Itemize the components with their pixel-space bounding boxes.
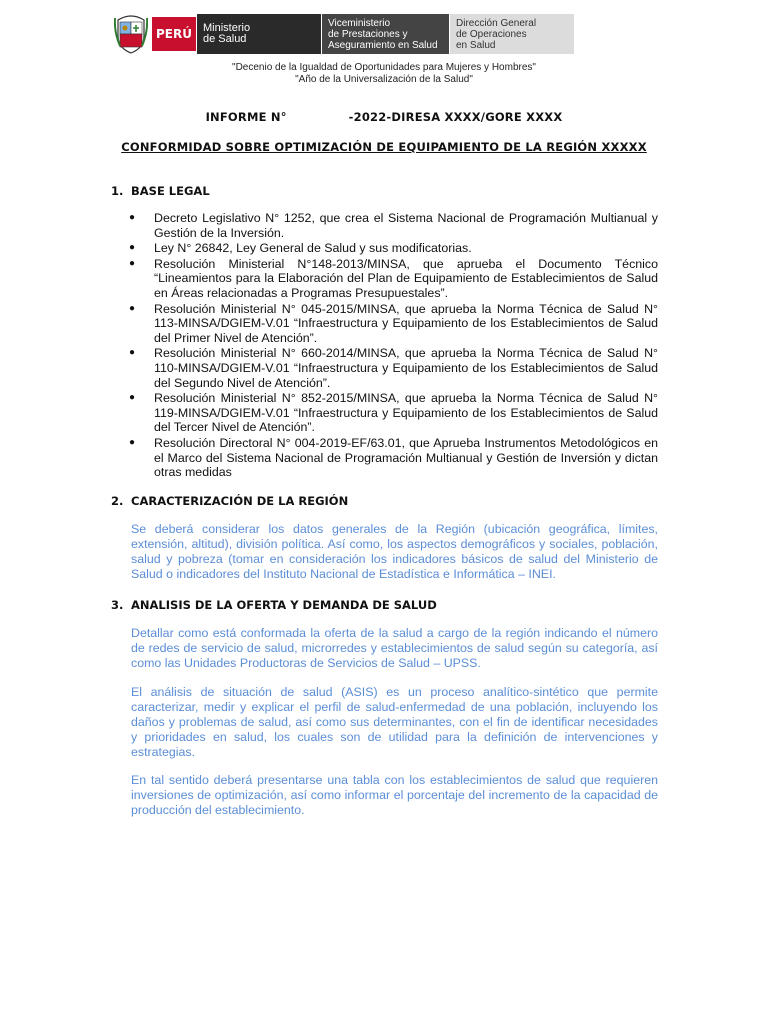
analisis-paragraph-1: Detallar como está conformada la oferta de la salud a cargo de la región indicando el número de redes de servicio de salud, microrredes y establecimientos de salud según su categoría, así como las Unidades Productoras de Servicios de Salud – UPSS.	[131, 626, 658, 670]
bullet-icon: ●	[129, 436, 136, 448]
bullet-icon: ●	[129, 257, 136, 269]
bullet-icon: ●	[129, 212, 136, 223]
decenio-line-1: "Decenio de la Igualdad de Oportunidades para Mujeres y Hombres"	[232, 62, 536, 73]
peru-logo: PERÚ	[152, 17, 196, 51]
section-heading-base-legal: 1. BASE LEGAL	[111, 184, 210, 198]
analisis-paragraph-2: El análisis de situación de salud (ASIS) es un proceso analítico-sintético que permite caracterizar, medir y explicar el perfil de salud-enfermedad de una población, incluyendo los daños y problemas de salud, así como sus determinantes, con el fin de identificar necesidades y prioridades en salud, los cuales son de utilidad para la definición de intervenciones y estrategias.	[131, 685, 658, 759]
informe-number: INFORME N° -2022-DIRESA XXXX/GORE XXXX	[205, 110, 563, 124]
list-item: ● Resolución Ministerial N° 660-2014/MINSA, que aprueba la Norma Técnica de Salud N° 110-MINSA/DGIEM-V.01 “Infraestructura y Equipamiento de los Establecimientos de Salud del Segundo Nivel de Atención”.	[129, 346, 658, 390]
list-item: ● Resolución Ministerial N° 045-2015/MINSA, que aprueba la Norma Técnica de Salud N° 113-MINSA/DGIEM-V.01 “Infraestructura y Equipamiento de los Establecimientos de Salud del Primer Nivel de Atención”.	[129, 301, 658, 345]
caracterizacion-paragraph: Se deberá considerar los datos generales de la Región (ubicación geográfica, límites, extensión, altitud), división política. Así como, los aspectos demográficos y sociales, población, salud y pobreza (tomar en consideración los indicadores básicos de salud del Ministerio de Salud o indicadores del Instituto Nacional de Estadística e Informática – INEI.	[131, 522, 658, 581]
analisis-paragraph-3: En tal sentido deberá presentarse una tabla con los establecimientos de salud que requieren inversiones de optimización, así como informar el porcentaje del incremento de la capacidad de producción del establecimiento.	[131, 773, 658, 817]
list-item: ● Resolución Ministerial N° 852-2015/MINSA, que aprueba la Norma Técnica de Salud N° 119-MINSA/DGIEM-V.01 “Infraestructura y Equipamiento de los Establecimientos de Salud del Tercer Nivel de Atención”.	[129, 391, 658, 435]
bullet-icon: ●	[129, 392, 136, 404]
list-item: ● Decreto Legislativo N° 1252, que crea el Sistema Nacional de Programación Multianual y Gestión de la Inversión.	[129, 211, 658, 240]
section-heading-analisis: 3. ANALISIS DE LA OFERTA Y DEMANDA DE SALUD	[111, 598, 437, 612]
list-item: ● Resolución Directoral N° 004-2019-EF/63.01, que Aprueba Instrumentos Metodológicos en el Marco del Sistema Nacional de Programación Multianual y Gestión de Inversión y dictan otras medidas	[129, 435, 658, 480]
decenio-line-2: "Año de la Universalización de la Salud"	[295, 74, 473, 85]
bullet-icon: ●	[129, 302, 136, 314]
list-item: ● Ley N° 26842, Ley General de Salud y sus modificatorias.	[129, 241, 472, 256]
bullet-icon: ●	[129, 242, 136, 254]
coat-of-arms-icon	[114, 12, 148, 54]
bullet-icon: ●	[129, 347, 136, 359]
list-item: ● Resolución Ministerial N°148-2013/MINSA, que aprueba el Documento Técnico “Lineamientos para la Elaboración del Plan de Equipamiento de Establecimientos de Salud en Áreas relacionadas a Programas Presupuestales”.	[129, 256, 658, 300]
base-legal-list	[124, 211, 658, 481]
direccion-block: Dirección General de Operaciones en Salud	[450, 14, 574, 54]
section-heading-caracterizacion: 2. CARACTERIZACIÓN DE LA REGIÓN	[111, 494, 349, 508]
document-title: CONFORMIDAD SOBRE OPTIMIZACIÓN DE EQUIPAMIENTO DE LA REGIÓN XXXXX	[121, 140, 647, 154]
decenio-motto	[0, 62, 768, 86]
ministerio-block: Ministerio de Salud	[197, 14, 321, 54]
viceministerio-block: Viceministerio de Prestaciones y Aseguramiento en Salud	[322, 14, 449, 54]
